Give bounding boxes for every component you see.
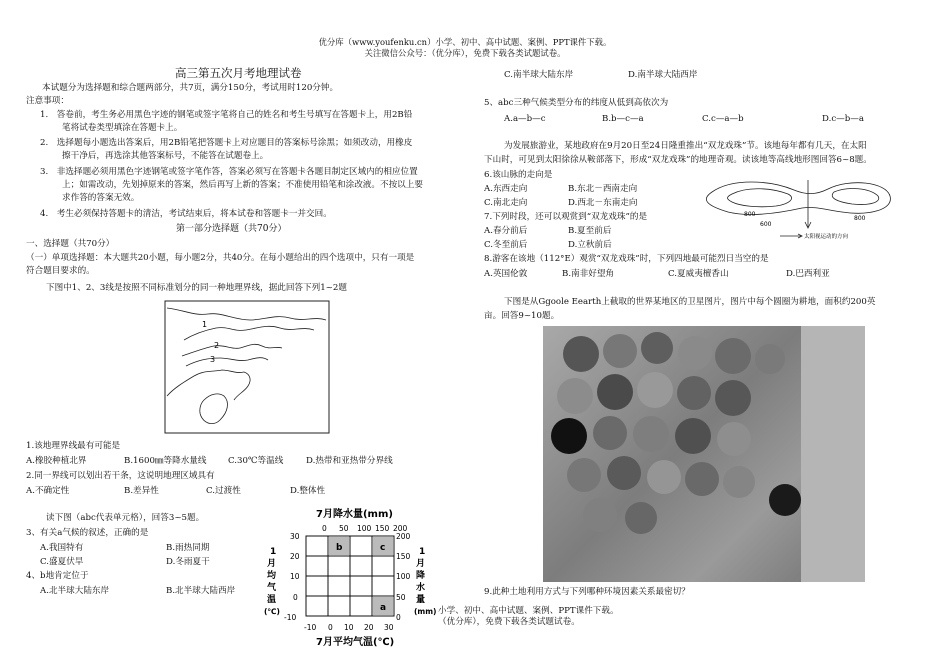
svg-text:均: 均: [267, 571, 277, 581]
q1-opt-c: C.30℃等温线: [228, 456, 284, 466]
q1-opt-d: D.热带和亚热带分界线: [306, 456, 393, 466]
q5-opt-c: C.c—a—b: [702, 114, 744, 124]
contour-label-800-left: 800: [744, 211, 756, 218]
note-2a: 2. 选择题每小题选出答案后，用2B铅笔把答题卡上对应题目的答案标号涂黑；如须改动，用橡皮: [40, 138, 413, 148]
q6-opt-b: B.东北－西南走向: [568, 184, 638, 194]
svg-text:200: 200: [393, 524, 408, 533]
left-ticks: [284, 532, 300, 622]
contour-diagram: [692, 176, 900, 242]
svg-text:150: 150: [396, 552, 411, 561]
contour-inner-left: [728, 189, 792, 207]
cell-label-a: a: [380, 603, 387, 613]
svg-text:月: 月: [416, 559, 426, 569]
svg-text:50: 50: [339, 524, 349, 533]
cell-label-b: b: [336, 543, 343, 553]
q3-opt-d: D.冬雨夏干: [166, 557, 210, 567]
q2-opt-b: B.差异性: [124, 486, 159, 496]
svg-text:50: 50: [396, 593, 406, 602]
right-ticks: [396, 532, 411, 622]
svg-text:1: 1: [270, 547, 277, 557]
section1-title: 一、选择题（共70分）: [26, 239, 115, 249]
q8-opt-a: A.英国伦敦: [484, 269, 528, 279]
svg-text:量: 量: [416, 595, 426, 605]
q8-opt-b: B.南非好望角: [562, 269, 615, 279]
map-label-2: 2: [214, 341, 220, 350]
exam-intro: 本试题分为选择题和综合题两部分，共7页，满分150分，考试用时120分钟。: [42, 83, 339, 93]
notes-label: 注意事项：: [26, 96, 69, 106]
note-3b: 上；如需改动，先划掉原来的答案，然后再写上新的答案；不准使用铅笔和涂改液。不按以上要: [62, 180, 423, 190]
map-label-1: 1: [202, 320, 208, 329]
q5-stem: 5、abc三种气候类型分布的纬度从低到高依次为: [484, 98, 669, 108]
svg-text:10: 10: [344, 623, 354, 632]
part1-title: 第一部分选择题（共70分）: [176, 224, 287, 234]
satellite-image: [543, 326, 865, 582]
svg-text:气: 气: [267, 583, 277, 593]
note-4: 4. 考生必须保持答题卡的清洁，考试结束后，将本试卷和答题卡一并交回。: [40, 209, 332, 219]
svg-text:0: 0: [328, 623, 333, 632]
q7-opt-d: D.立秋前后: [568, 240, 612, 250]
svg-text:-10: -10: [304, 623, 317, 632]
q4-opt-a: A.北半球大陆东岸: [40, 586, 110, 596]
svg-text:降: 降: [416, 571, 426, 581]
svg-text:30: 30: [384, 623, 394, 632]
chart-bottom-label: 7月平均气温(℃): [316, 637, 395, 648]
svg-text:水: 水: [416, 583, 426, 593]
q2-opt-c: C.过渡性: [206, 486, 241, 496]
climate-chart: [262, 506, 440, 648]
map-label-3: 3: [210, 355, 216, 364]
svg-text:100: 100: [357, 524, 372, 533]
exam-title: 高三第五次月考地理试卷: [175, 66, 302, 80]
left-axis-label: [264, 547, 280, 616]
svg-text:20: 20: [290, 552, 300, 561]
cell-label-c: c: [380, 543, 386, 553]
bottom-ticks: [304, 623, 394, 632]
svg-text:100: 100: [396, 572, 411, 581]
q3-stem: 3、有关a气候的叙述，正确的是: [26, 528, 149, 538]
header-line-2: 关注微信公众号：（优分库），免费下载各类试题试卷。: [364, 48, 566, 58]
contour-label-800-right: 800: [854, 215, 866, 222]
top-ticks: [322, 524, 408, 533]
q2-opt-a: A.不确定性: [26, 486, 70, 496]
footer-line-2: （优分库），免费下载各类试题试卷。: [438, 617, 580, 627]
q1-opt-b: B.1600㎜等降水量线: [124, 456, 207, 466]
q8-stem: 8.游客在该地（112°E）观赏“双龙戏珠”时，下列四地最可能烈日当空的是: [484, 254, 769, 264]
q4-opt-d: D.南半球大陆西岸: [628, 70, 698, 80]
svg-text:0: 0: [322, 524, 327, 533]
svg-text:150: 150: [375, 524, 390, 533]
note-3c: 求作答的答案无效。: [62, 193, 140, 203]
svg-text:-10: -10: [284, 613, 297, 622]
svg-text:(mm): (mm): [414, 607, 437, 616]
svg-text:1: 1: [419, 547, 426, 557]
note-1b: 笔将试卷类型填涂在答题卡上。: [62, 123, 183, 133]
svg-text:200: 200: [396, 532, 411, 541]
q8-opt-c: C.夏威夷檀香山: [668, 269, 729, 279]
q4-stem: 4、b地肯定位于: [26, 571, 89, 581]
q3-opt-c: C.盛夏伏旱: [40, 557, 84, 567]
svg-text:0: 0: [396, 613, 401, 622]
svg-text:20: 20: [364, 623, 374, 632]
q5-opt-b: B.b—c—a: [602, 114, 644, 124]
q7-opt-c: C.冬至前后: [484, 240, 528, 250]
boundary-map: [164, 300, 330, 434]
q1-stem: 1.该地理界线最有可能是: [26, 441, 121, 451]
note-2b: 擦干净后，再选涂其他答案标号，不能答在试题卷上。: [62, 151, 269, 161]
q8-opt-d: D.巴西利亚: [786, 269, 830, 279]
q1-intro: 下图中1、2、3线是按照不同标准划分的同一种地理界线，据此回答下列1~2题: [46, 283, 347, 293]
svg-text:温: 温: [267, 595, 277, 605]
note-3a: 3. 非选择题必须用黑色字迹钢笔或签字笔作答，答案必须写在答题卡各题目制定区域内的相应位置: [40, 167, 418, 177]
q2-opt-d: D.整体性: [290, 486, 326, 496]
contour-arrow-label: 太阳视运动的方向: [804, 234, 849, 240]
q6-intro-2: 下山时，可见到太阳徐徐从鞍部落下，形成“双龙戏珠”的地理奇观。读该地等高线地形图回答6~8题。: [484, 155, 872, 165]
q3-intro: 读下图（abc代表单元格），回答3~5题。: [46, 513, 205, 523]
q2-stem: 2.同一界线可以划出若干条，这说明地理区域具有: [26, 471, 215, 481]
note-1a: 1. 答卷前，考生务必用黑色字迹的钢笔或签字笔将自己的姓名和考生号填写在答题卡上，用2B铅: [40, 110, 413, 120]
contour-label-600: 600: [760, 221, 772, 228]
svg-text:10: 10: [290, 572, 300, 581]
q6-stem: 6.该山脉的走向是: [484, 170, 553, 180]
header-line-1: 优分库（www.youfenku.cn）小学、初中、高中试题、案例、PPT课件下载。: [318, 37, 612, 47]
section1-desc-1: （一）单项选择题：本大题共20小题，每小题2分，共40分。在每小题给出的四个选项中，只有一项是: [26, 253, 415, 263]
q7-stem: 7.下列时段，还可以观赏到“双龙戏珠”的是: [484, 212, 648, 222]
q6-intro-1: 为发展旅游业，某地政府在9月20日至24日隆重推出“双龙戏珠”节。该地每年都有几天，在太阳: [504, 141, 867, 151]
q6-opt-d: D.西北－东南走向: [568, 198, 638, 208]
q4-opt-b: B.北半球大陆西岸: [166, 586, 236, 596]
q3-opt-a: A.我国特有: [40, 543, 84, 553]
map-frame: [165, 301, 329, 433]
q5-opt-d: D.c—b—a: [822, 114, 864, 124]
q1-opt-a: A.橡胶种植北界: [26, 456, 87, 466]
q6-opt-a: A.东西走向: [484, 184, 528, 194]
section1-desc-2: 符合题目要求的。: [26, 266, 95, 276]
q9-stem: 9.此种土地利用方式与下列哪种环境因素关系最密切？: [484, 587, 690, 597]
q7-opt-a: A.春分前后: [484, 226, 528, 236]
chart-top-label: 7月降水量(mm): [316, 509, 393, 520]
contour-outer: [706, 182, 890, 215]
q9-intro-1: 下图是从Ggoole Eearth上截取的世界某地区的卫星图片，图片中每个圆圈为耕地，面积约200英: [504, 297, 876, 307]
q3-opt-b: B.雨热同期: [166, 543, 210, 553]
q4-opt-c: C.南半球大陆东岸: [504, 70, 574, 80]
svg-text:0: 0: [293, 593, 298, 602]
q7-opt-b: B.夏至前后: [568, 226, 612, 236]
q6-opt-c: C.南北走向: [484, 198, 528, 208]
svg-text:(℃): (℃): [264, 607, 280, 616]
q5-opt-a: A.a—b—c: [504, 114, 546, 124]
right-axis-label: [414, 547, 437, 616]
svg-text:30: 30: [290, 532, 300, 541]
footer-line-1: 小学、初中、高中试题、案例、PPT课件下载。: [438, 606, 619, 616]
svg-text:月: 月: [267, 559, 277, 569]
contour-inner-right: [832, 189, 879, 205]
q9-intro-2: 亩。回答9~10题。: [484, 311, 560, 321]
